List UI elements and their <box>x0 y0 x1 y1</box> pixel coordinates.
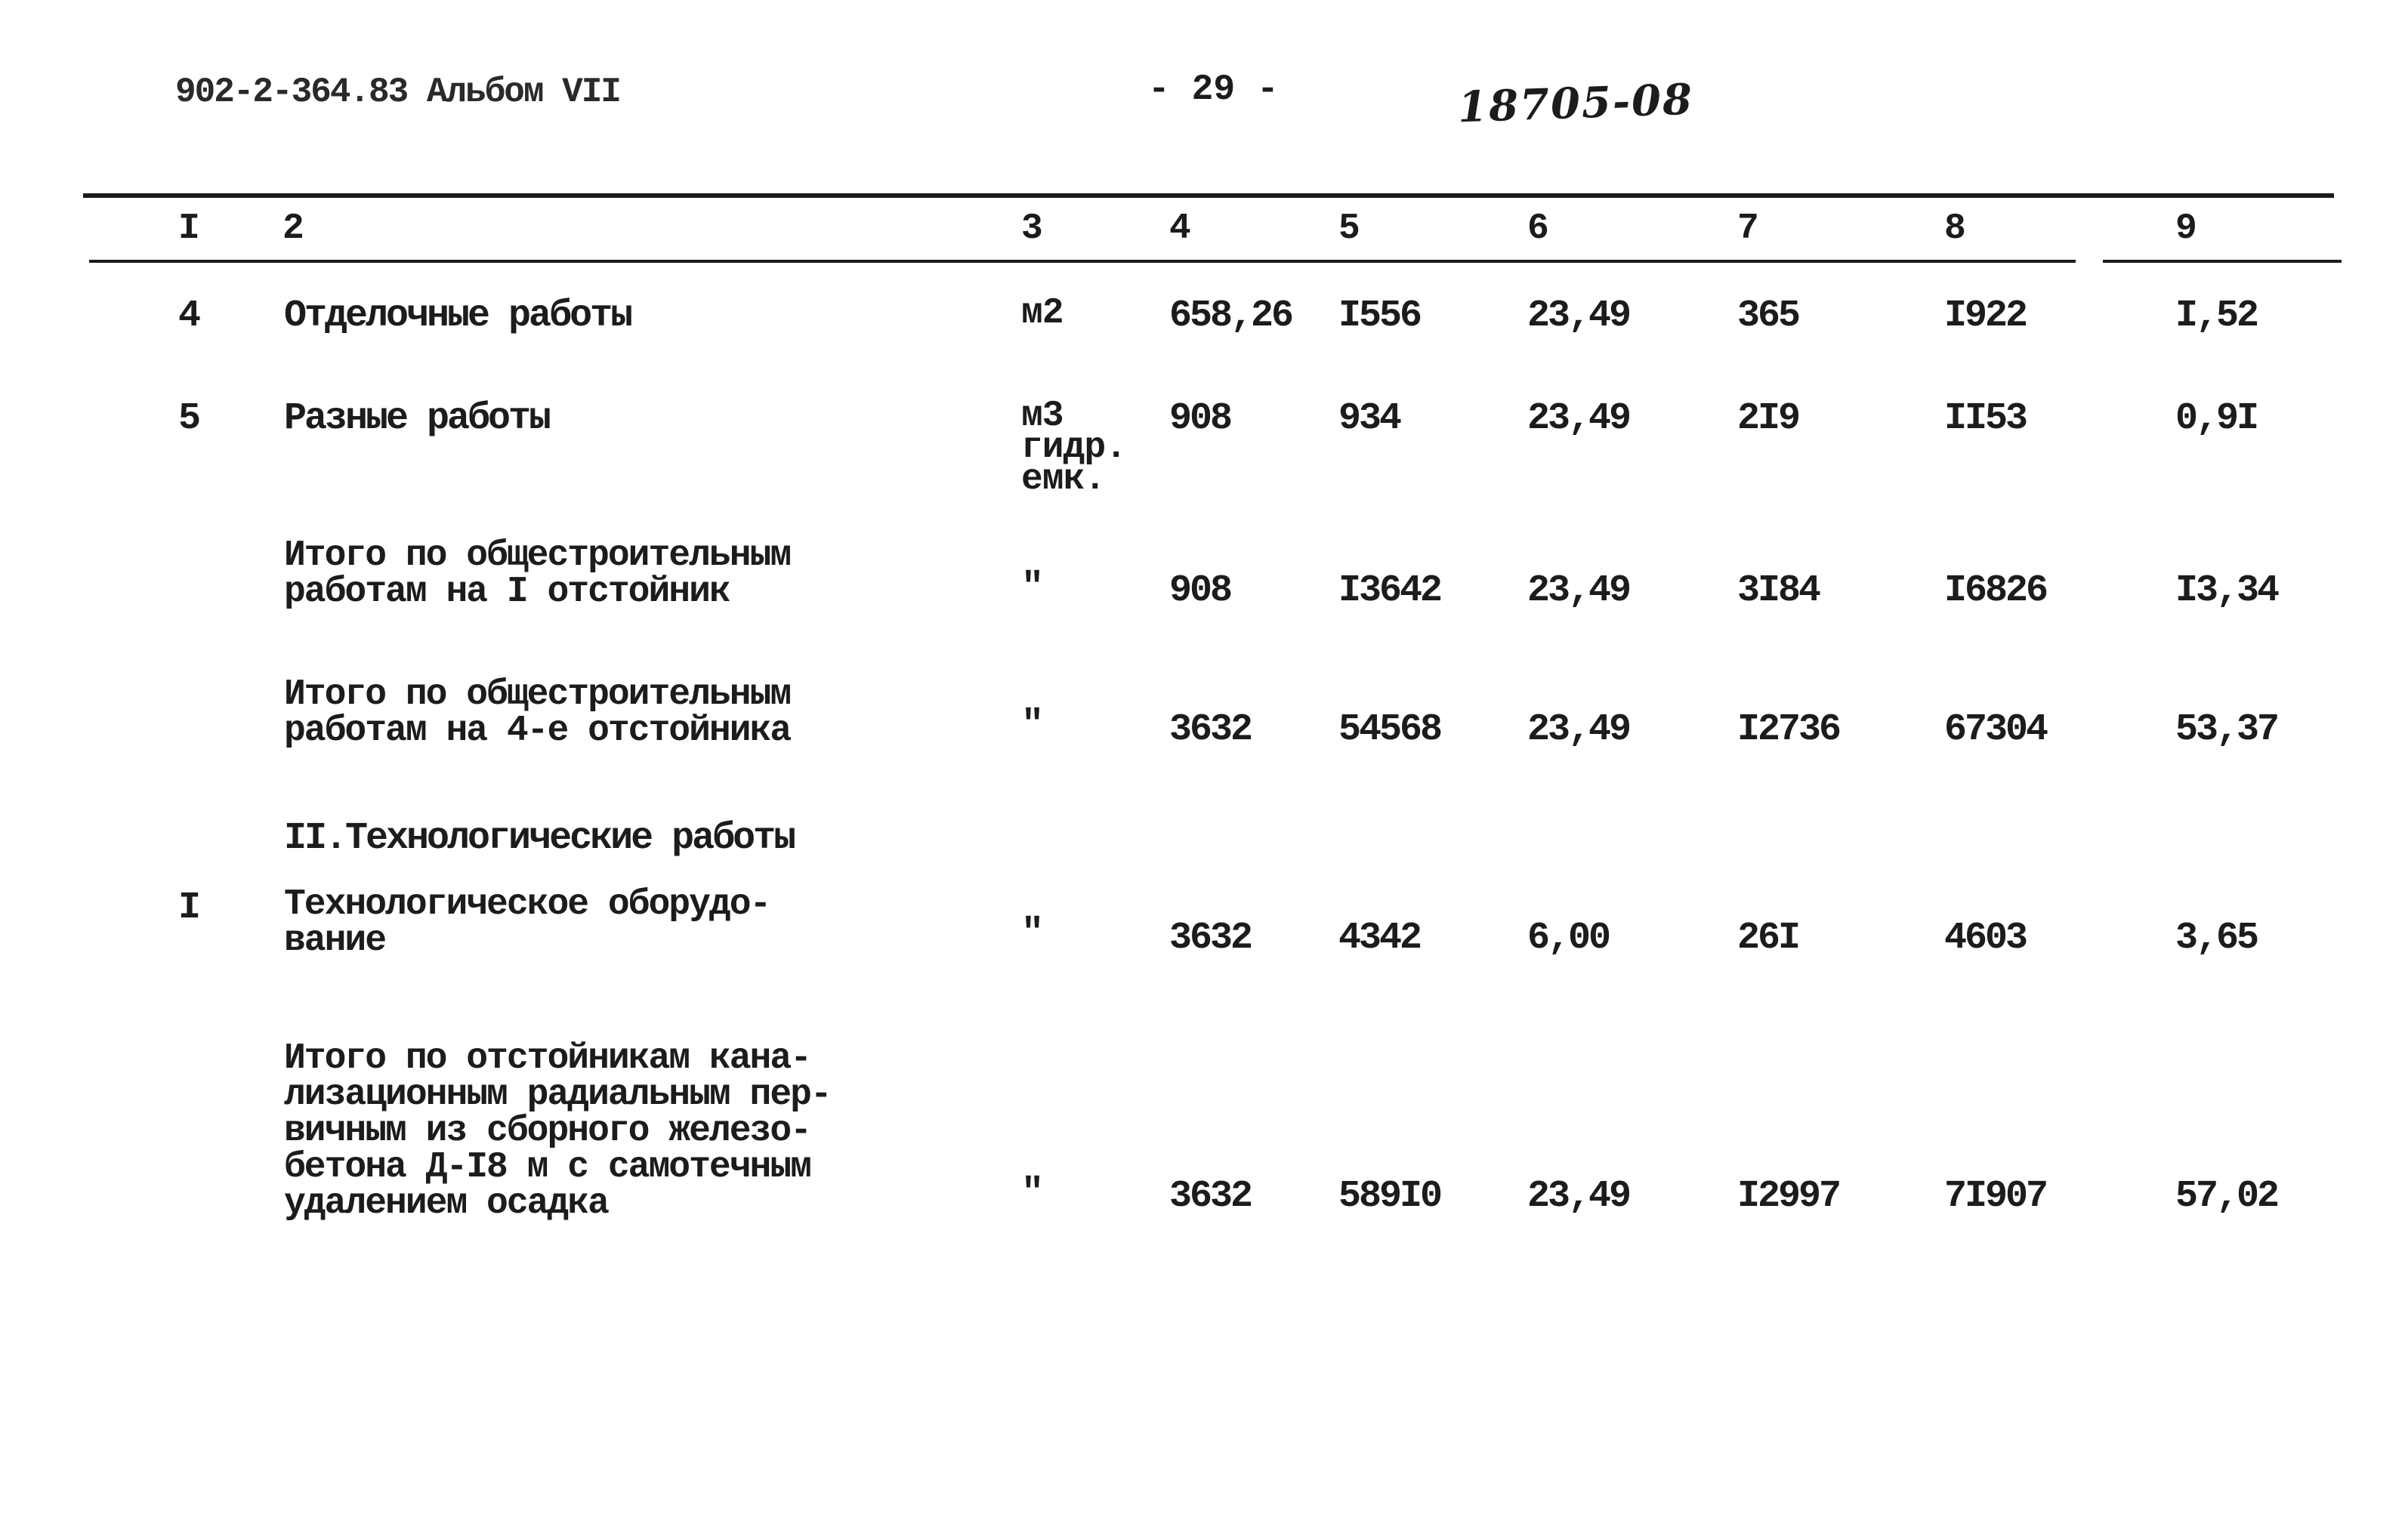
subtotal-name: Итого по общестроительным работам на 4-е отстойника <box>284 674 791 751</box>
value-col6: 23,49 <box>1527 569 1630 612</box>
value-col4: 908 <box>1169 569 1231 612</box>
value-col5: I3642 <box>1338 569 1441 612</box>
value-col8: 7I907 <box>1944 1175 2047 1218</box>
value-col8: 4603 <box>1944 917 2027 960</box>
value-col6: 23,49 <box>1527 1175 1630 1218</box>
row-number: 4 <box>178 294 199 338</box>
rule-gap <box>2076 260 2103 264</box>
total-name: Итого по отстойникам кана- лизационным радиальным пер- вичным из сборного железо- бетона Д-I8 м с самотечным удалением осадка <box>284 1038 831 1224</box>
value-col5: 589I0 <box>1338 1175 1441 1218</box>
value-col7: 26I <box>1737 917 1799 960</box>
value-col4: 3632 <box>1169 917 1252 960</box>
document-code: 902-2-364.83 Альбом VII <box>175 72 620 112</box>
value-col8: I6826 <box>1944 569 2047 612</box>
value-col7: I2736 <box>1737 708 1840 751</box>
work-name: Отделочные работы <box>284 294 631 338</box>
unit: м2 <box>1021 293 1064 334</box>
value-col6: 23,49 <box>1527 294 1630 338</box>
value-col5: 54568 <box>1338 708 1441 751</box>
value-col5: I556 <box>1338 294 1421 338</box>
subtotal-name: Итого по общестроительным работам на I отстойник <box>284 535 791 612</box>
value-col6: 23,49 <box>1527 708 1630 751</box>
value-col7: I2997 <box>1737 1175 1840 1218</box>
row-number: 5 <box>178 397 199 440</box>
value-col6: 6,00 <box>1527 917 1610 960</box>
column-header: 8 <box>1944 208 1966 249</box>
section-heading: II.Технологические работы <box>284 817 795 860</box>
value-col9: I3,34 <box>2175 569 2278 612</box>
value-col8: II53 <box>1944 397 2027 440</box>
value-col9: 53,37 <box>2175 708 2278 751</box>
work-name: Разные работы <box>284 397 550 440</box>
column-header: 3 <box>1021 208 1043 249</box>
unit: " <box>1021 1172 1042 1215</box>
unit: м3 гидр. емк. <box>1021 396 1127 500</box>
value-col4: 658,26 <box>1169 294 1292 338</box>
value-col4: 3632 <box>1169 1175 1252 1218</box>
value-col4: 908 <box>1169 397 1231 440</box>
column-header: 4 <box>1169 208 1191 249</box>
page-number: - 29 - <box>1148 69 1279 110</box>
table-top-rule <box>83 193 2334 198</box>
value-col7: 365 <box>1737 294 1799 338</box>
value-col8: 67304 <box>1944 708 2047 751</box>
column-header: 9 <box>2175 208 2197 249</box>
column-header: 7 <box>1737 208 1759 249</box>
column-header: 6 <box>1527 208 1549 249</box>
row-number: I <box>178 886 199 930</box>
value-col5: 4342 <box>1338 917 1421 960</box>
unit: " <box>1021 912 1042 955</box>
column-header: I <box>178 208 200 249</box>
value-col9: I,52 <box>2175 294 2258 338</box>
table-header-rule <box>89 260 2342 263</box>
column-header: 5 <box>1338 208 1360 249</box>
unit: " <box>1021 704 1042 747</box>
value-col4: 3632 <box>1169 708 1252 751</box>
value-col6: 23,49 <box>1527 397 1630 440</box>
value-col8: I922 <box>1944 294 2027 338</box>
unit: " <box>1021 566 1042 609</box>
value-col9: 57,02 <box>2175 1175 2278 1218</box>
work-name: Технологическое оборудо- вание <box>284 884 770 961</box>
value-col9: 3,65 <box>2175 917 2258 960</box>
column-header: 2 <box>282 208 304 249</box>
value-col9: 0,9I <box>2175 397 2258 440</box>
handwritten-number: 18705-08 <box>1456 74 1695 133</box>
value-col5: 934 <box>1338 397 1400 440</box>
value-col7: 2I9 <box>1737 397 1799 440</box>
value-col7: 3I84 <box>1737 569 1820 612</box>
